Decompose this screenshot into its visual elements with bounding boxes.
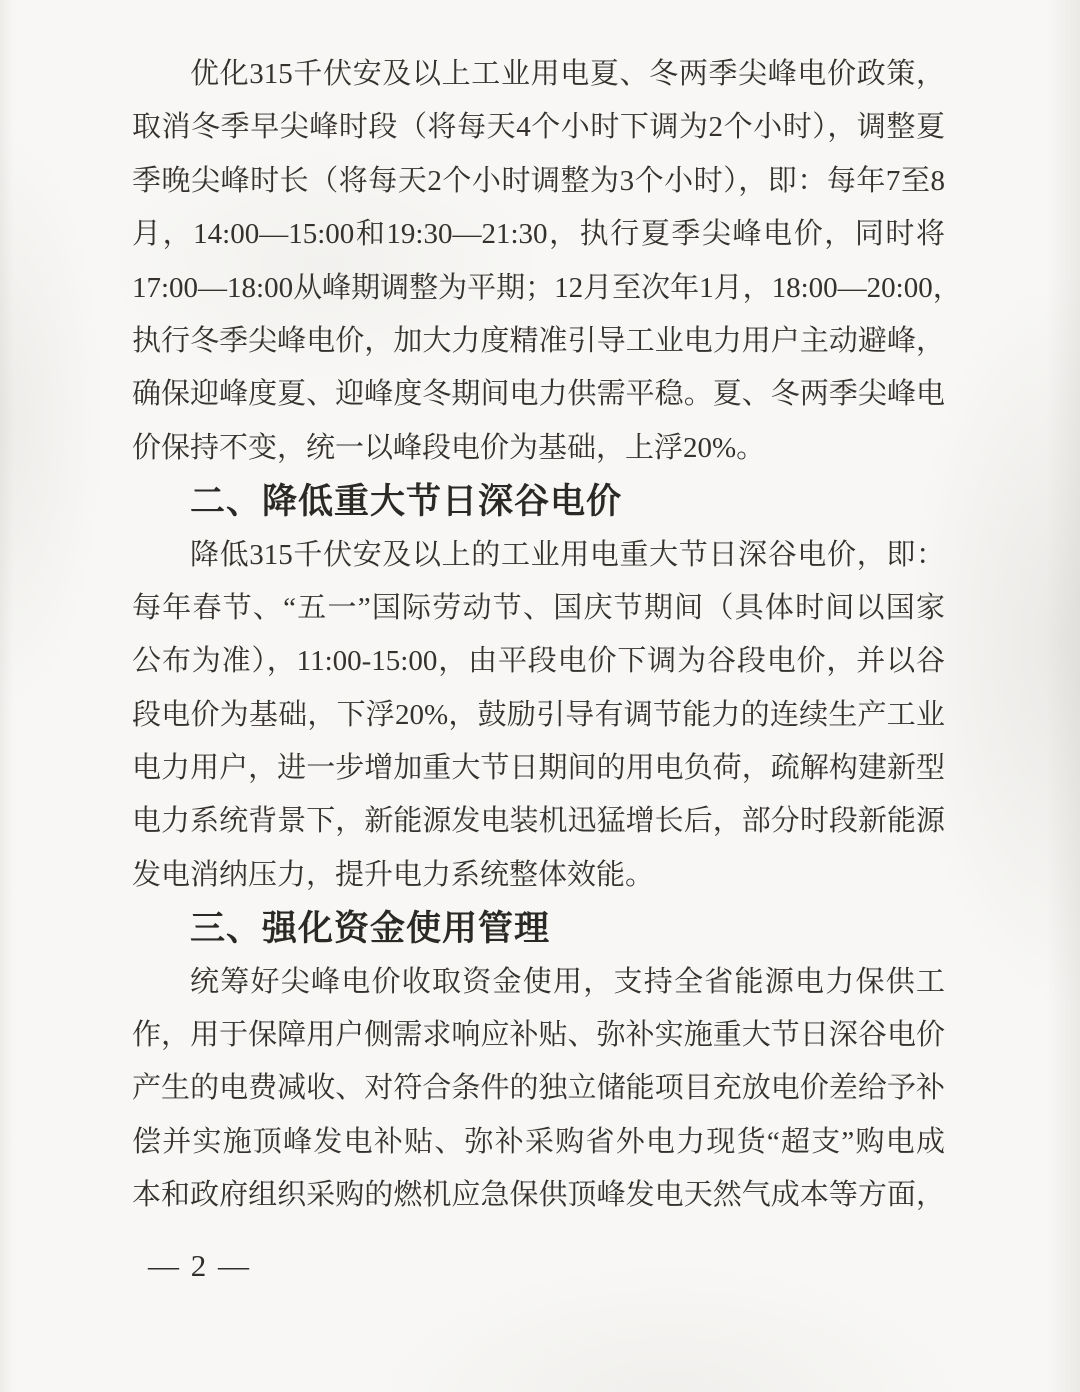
document-line: 月，14:00—15:00和19:30—21:30，执行夏季尖峰电价，同时将 (132, 218, 945, 251)
section-heading: 二、降低重大节日深谷电价 (190, 482, 623, 522)
document-line: 公布为准），11:00-15:00，由平段电价下调为谷段电价，并以谷 (132, 645, 945, 678)
document-line: 17:00—18:00从峰期调整为平期；12月至次年1月，18:00—20:00， (132, 271, 962, 304)
document-body (132, 48, 962, 1223)
document-line: 统筹好尖峰电价收取资金使用，支持全省能源电力保供工 (190, 965, 945, 998)
section-heading: 三、强化资金使用管理 (190, 909, 551, 949)
document-line: 降低315千伏安及以上的工业用电重大节日深谷电价，即： (190, 538, 945, 571)
document-line: 季晚尖峰时长（将每天2个小时调整为3个小时），即：每年7至8 (132, 164, 945, 197)
document-line: 价保持不变，统一以峰段电价为基础，上浮20%。 (132, 431, 766, 464)
document-line: 作，用于保障用户侧需求响应补贴、弥补实施重大节日深谷电价 (132, 1019, 945, 1052)
document-line: 发电消纳压力，提升电力系统整体效能。 (132, 858, 655, 891)
document-line: 执行冬季尖峰电价，加大力度精准引导工业电力用户主动避峰， (132, 324, 945, 357)
document-line: 段电价为基础，下浮20%，鼓励引导有调节能力的连续生产工业 (132, 698, 945, 731)
document-line: 确保迎峰度夏、迎峰度冬期间电力供需平稳。夏、冬两季尖峰电 (132, 378, 945, 411)
document-line: 电力系统背景下，新能源发电装机迅猛增长后，部分时段新能源 (132, 805, 945, 838)
document-line: 电力用户，进一步增加重大节日期间的用电负荷，疏解构建新型 (132, 752, 945, 785)
document-line: 产生的电费减收、对符合条件的独立储能项目充放电价差给予补 (132, 1072, 945, 1105)
document-line: 优化315千伏安及以上工业用电夏、冬两季尖峰电价政策， (190, 58, 945, 90)
document-line: 每年春节、“五一”国际劳动节、国庆节期间（具体时间以国家 (132, 591, 945, 624)
document-line: 取消冬季早尖峰时段（将每天4个小时下调为2个小时），调整夏 (132, 111, 945, 144)
page-number: — 2 — (148, 1248, 251, 1283)
document-line: 本和政府组织采购的燃机应急保供顶峰发电天然气成本等方面， (132, 1179, 945, 1212)
document-line: 偿并实施顶峰发电补贴、弥补采购省外电力现货“超支”购电成 (132, 1125, 945, 1158)
